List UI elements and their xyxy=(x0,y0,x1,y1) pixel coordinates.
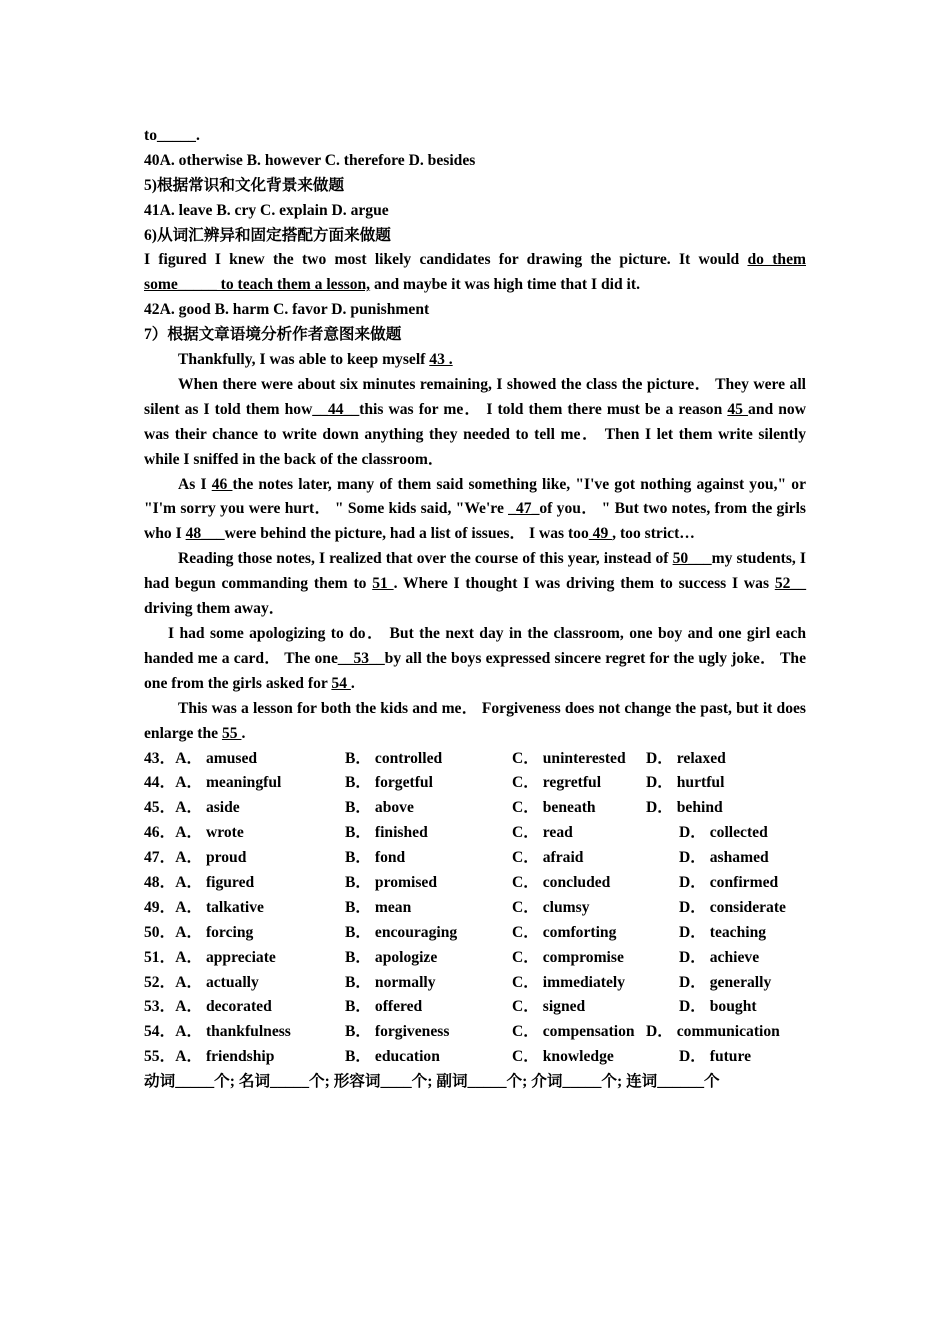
option-c: C． uninterested xyxy=(512,749,626,767)
option-c: C． read xyxy=(512,824,573,842)
blank-43: 43 . xyxy=(429,351,453,369)
option-row xyxy=(144,796,806,821)
option-b: B． fond xyxy=(345,849,406,867)
option-b: B． controlled xyxy=(345,749,443,767)
option-row xyxy=(144,946,806,971)
option-b: B． apologize xyxy=(345,948,438,966)
option-a: 43．A． amused xyxy=(144,749,258,767)
option-a: 53．A． decorated xyxy=(144,998,272,1016)
option-row xyxy=(144,771,806,796)
option-a: 46．A． wrote xyxy=(144,824,244,842)
option-row xyxy=(144,747,806,772)
option-b: B． above xyxy=(345,799,414,817)
option-a: 55．A． friendship xyxy=(144,1048,275,1066)
option-row xyxy=(144,1045,806,1070)
blank-54: 54 xyxy=(331,674,351,692)
option-row xyxy=(144,921,806,946)
option-b: B． forgiveness xyxy=(345,1023,450,1041)
heading-6: 6)从词汇辨异和固定搭配方面来做题 xyxy=(144,226,391,244)
blank-53: __53__ xyxy=(337,649,385,667)
option-b: B． normally xyxy=(345,973,436,991)
word-count-footer: 动词_____个; 名词_____个; 形容词____个; 副词_____个; 介词_____个; 连词______个 xyxy=(144,1073,720,1091)
option-row xyxy=(144,846,806,871)
option-row xyxy=(144,971,806,996)
option-c: C． immediately xyxy=(512,973,626,991)
option-a: 45．A． aside xyxy=(144,799,240,817)
option-c: C． knowledge xyxy=(512,1048,614,1066)
passage-paragraph-2: When there were about six minutes remaining, I showed the class the picture． They were all silent as I told them how__44__this was for me． I told them there must be a reason 45 and now was their chance to write down anything they needed to tell me． Then I let them write silently while I sniffed in the back of the classroom． xyxy=(144,375,806,468)
option-row xyxy=(144,995,806,1020)
option-b: B． mean xyxy=(345,898,412,916)
option-a: 52．A． actually xyxy=(144,973,259,991)
question-42: 42A. good B. harm C. favor D. punishment xyxy=(144,301,430,319)
option-d: D． teaching xyxy=(679,923,767,941)
option-a: 48．A． figured xyxy=(144,874,255,891)
option-row xyxy=(144,1020,806,1045)
option-c: C． afraid xyxy=(512,849,584,867)
option-b: B． forgetful xyxy=(345,774,433,792)
worksheet-page xyxy=(144,124,806,1095)
line-to: to_____. xyxy=(144,127,200,144)
passage-paragraph-3: As I 46 the notes later, many of them said something like, "I've got nothing against you," or "I'm sorry you were hurt． " Some kids said, "We're _47_of you． " But two notes, from the girls who I 48___were behind the picture, had a list of issues． I was too 49 , too strict… xyxy=(144,475,806,543)
question-41: 41A. leave B. cry C. explain D. argue xyxy=(144,201,389,219)
blank-45: 45 xyxy=(727,400,749,418)
option-a: 54．A． thankfulness xyxy=(144,1023,291,1041)
option-a: 51．A． appreciate xyxy=(144,948,276,966)
option-c: C． beneath xyxy=(512,799,596,817)
option-d: D． communication xyxy=(646,1023,780,1041)
option-b: B． promised xyxy=(345,874,437,891)
option-a: 50．A． forcing xyxy=(144,923,254,941)
option-b: B． finished xyxy=(345,824,428,842)
option-b: B． encouraging xyxy=(345,923,458,941)
blank-46: 46 xyxy=(211,475,233,493)
option-b: B． offered xyxy=(345,998,423,1016)
option-row xyxy=(144,871,806,896)
option-d: D． relaxed xyxy=(646,749,726,767)
option-d: D． future xyxy=(679,1048,752,1066)
blank-55: 55 xyxy=(221,724,242,742)
blank-48: 48___ xyxy=(185,525,225,543)
question-40: 40A. otherwise B. however C. therefore D. besides xyxy=(144,151,476,169)
option-d: D． confirmed xyxy=(679,874,779,891)
option-c: C． clumsy xyxy=(512,898,590,916)
blank-52: 52__ xyxy=(774,575,806,593)
heading-5: 5)根据常识和文化背景来做题 xyxy=(144,176,345,194)
passage-paragraph-5: I had some apologizing to do． But the next day in the classroom, one boy and one girl each handed me a card． The one__53__by all the boys expressed sincere regret for the ugly joke． The one from the girls asked for 54 . xyxy=(144,625,806,692)
option-row xyxy=(144,896,806,921)
paragraph-figured: I figured I knew the two most likely candidates for drawing the picture. It would do them some_____ to teach them a lesson, and maybe it was high time that I did it. xyxy=(144,251,806,294)
option-d: D． ashamed xyxy=(679,849,769,867)
option-d: D． collected xyxy=(679,824,768,842)
option-d: D． bought xyxy=(679,998,757,1016)
option-d: D． hurtful xyxy=(646,774,725,792)
option-d: D． behind xyxy=(646,799,723,817)
passage-paragraph-4: Reading those notes, I realized that over the course of this year, instead of 50___my students, I had begun commanding them to 51 . Where I thought I was driving them to success I was 52__ driving them away． xyxy=(144,550,806,618)
blank-49: 49 xyxy=(588,525,613,543)
option-c: C． comforting xyxy=(512,923,617,941)
option-row xyxy=(144,821,806,846)
blank-44: __44__ xyxy=(312,400,360,418)
option-c: C． regretful xyxy=(512,774,602,792)
blank-47: _47_ xyxy=(508,500,540,518)
heading-7: 7）根据文章语境分析作者意图来做题 xyxy=(144,326,402,344)
option-a: 49．A． talkative xyxy=(144,898,264,916)
option-c: C． signed xyxy=(512,998,586,1016)
passage-paragraph-1: Thankfully, I was able to keep myself 43 . xyxy=(178,351,453,369)
option-c: C． compromise xyxy=(512,948,624,966)
passage-paragraph-6: This was a lesson for both the kids and me． Forgiveness does not change the past, but it does enlarge the 55 . xyxy=(144,699,806,742)
option-a: 47．A． proud xyxy=(144,849,247,867)
options-list xyxy=(144,747,806,1071)
option-a: 44．A． meaningful xyxy=(144,774,282,792)
option-d: D． generally xyxy=(679,973,772,991)
option-d: D． achieve xyxy=(679,948,760,966)
option-c: C． concluded xyxy=(512,874,611,891)
blank-51: 51 xyxy=(372,575,394,593)
blank-50: 50___ xyxy=(672,550,712,568)
option-d: D． considerate xyxy=(679,898,786,916)
option-c: C． compensation xyxy=(512,1023,635,1041)
option-b: B． education xyxy=(345,1048,440,1066)
